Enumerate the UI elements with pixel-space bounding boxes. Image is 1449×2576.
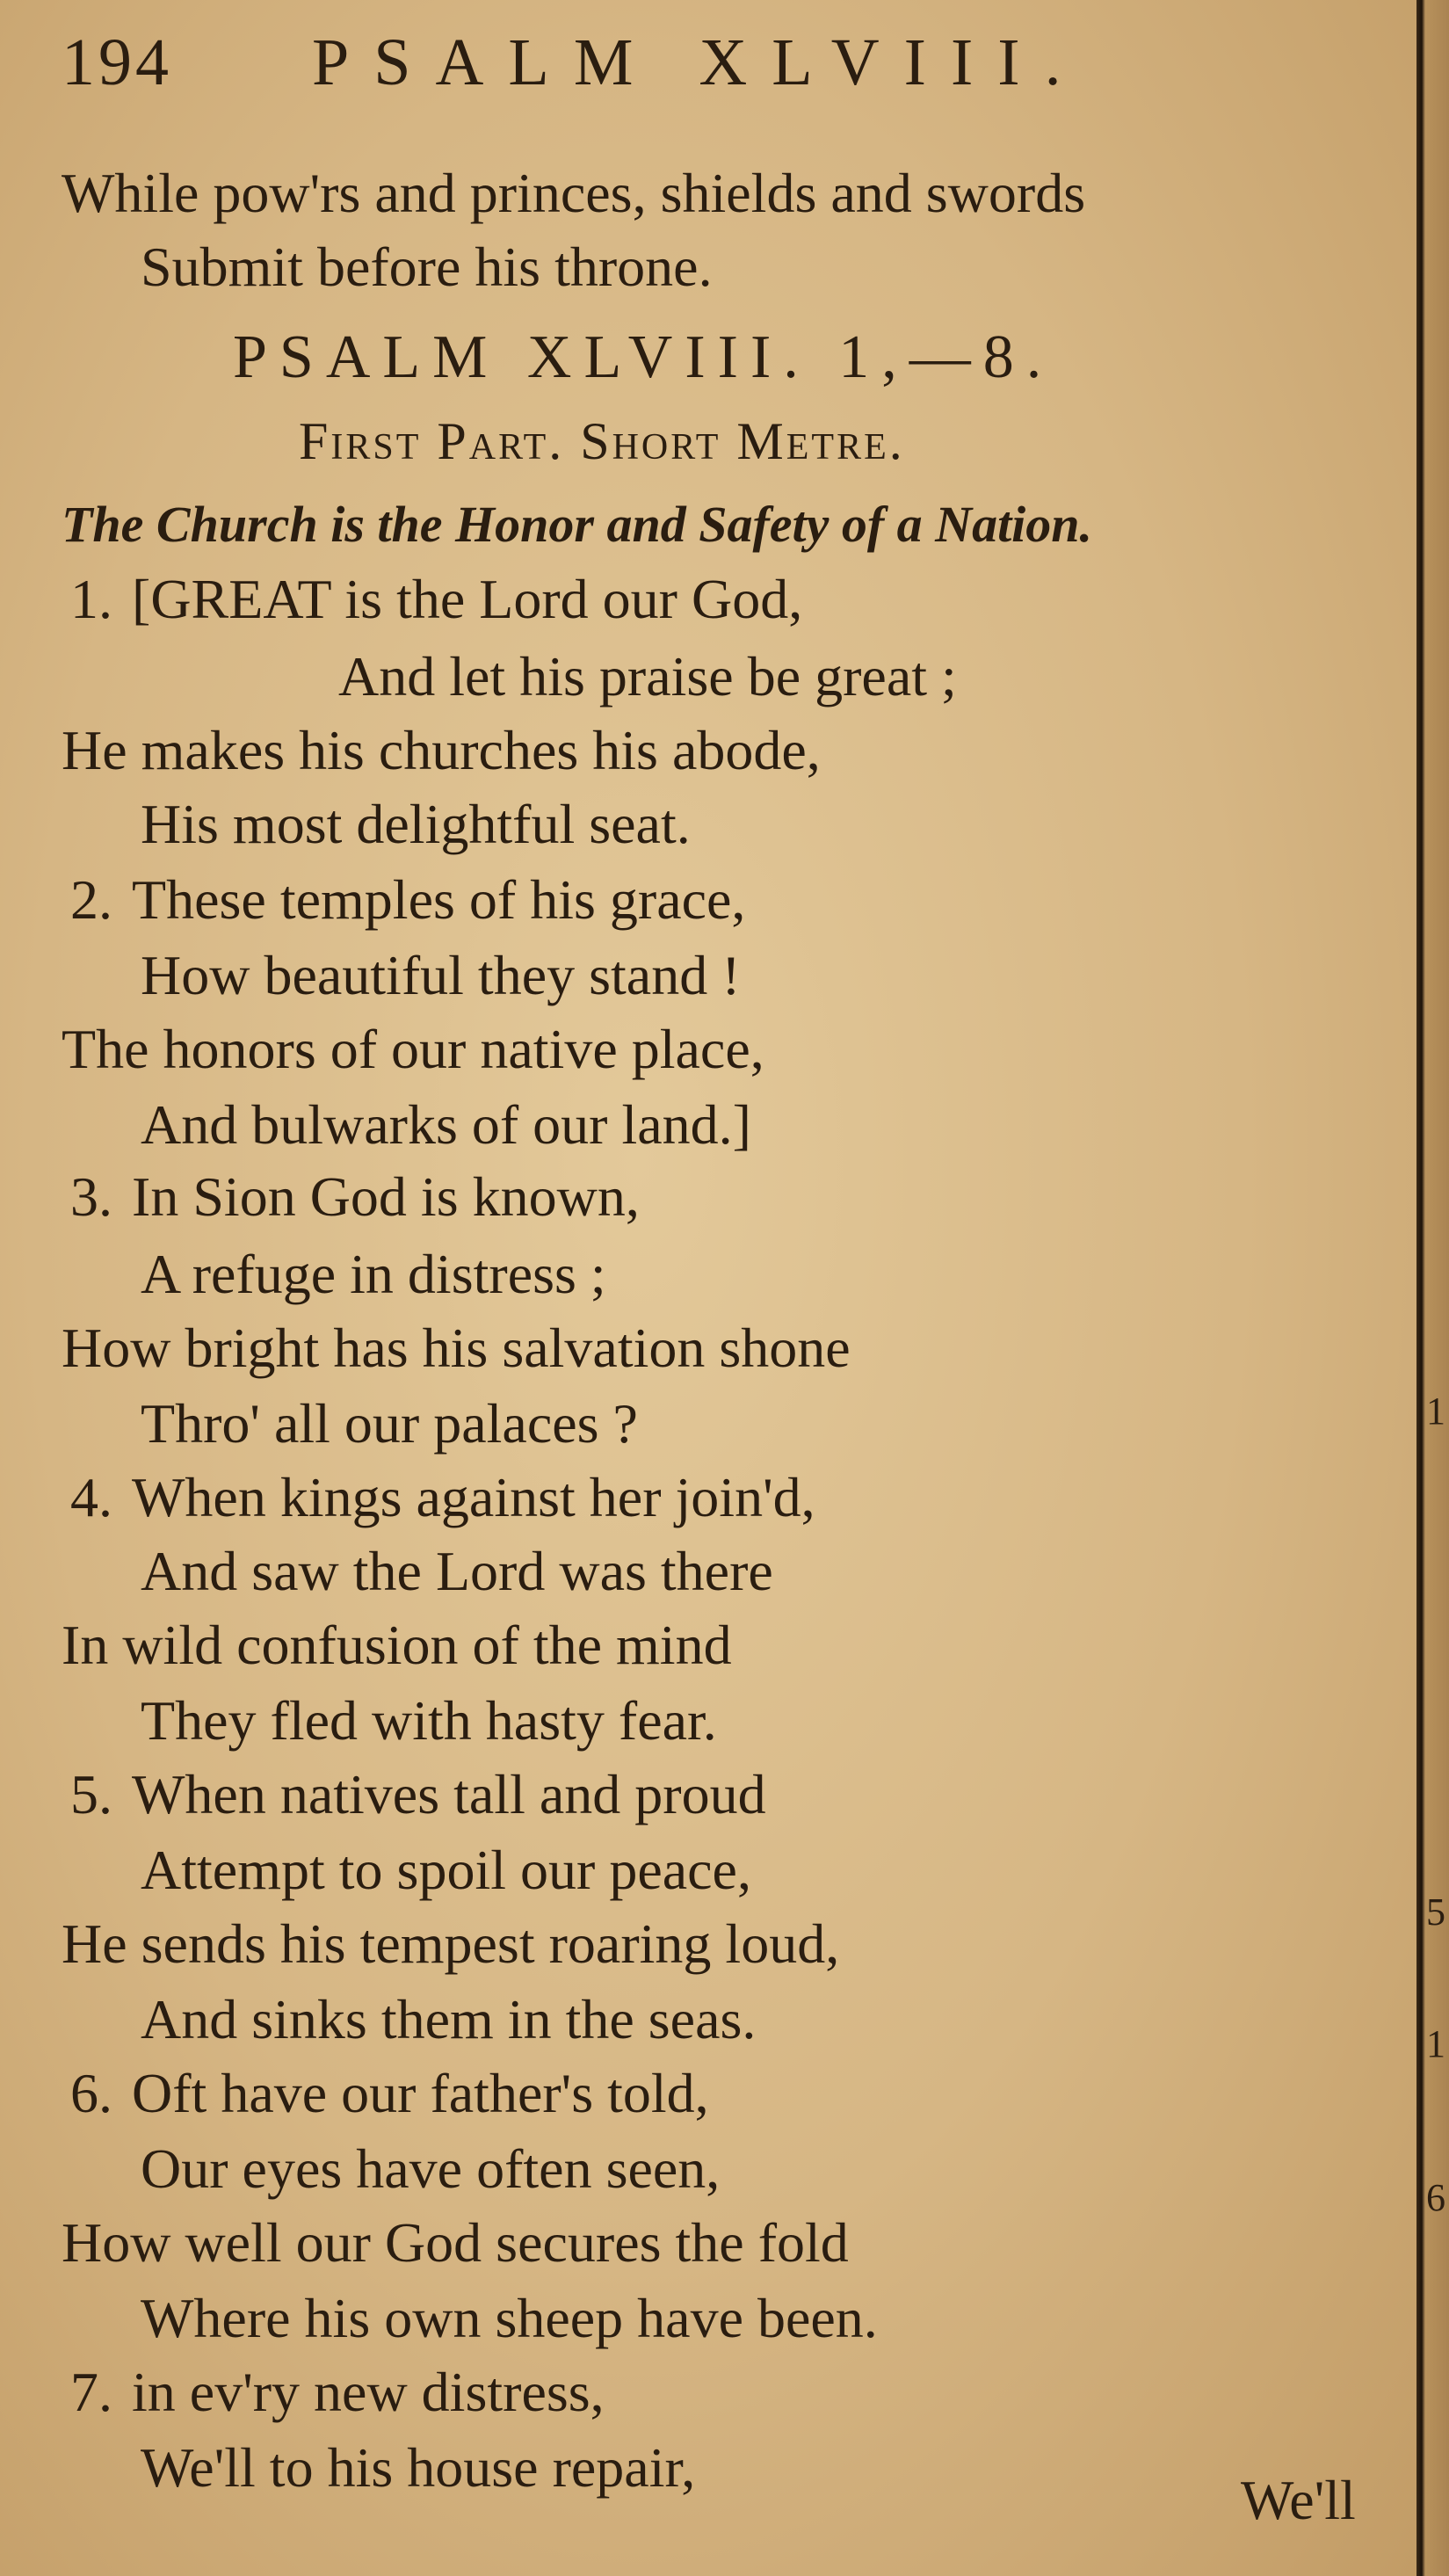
carryover-line: While pow'rs and princes, shields and swords — [62, 162, 1086, 224]
edge-mark: 6 — [1426, 2176, 1445, 2219]
part-title: First Part. Short Metre. — [299, 412, 905, 470]
verse-line: And saw the Lord was there — [141, 1540, 773, 1602]
verse-number: 5. — [70, 1763, 112, 1825]
verse-text: These temples of his grace, — [132, 868, 746, 931]
catchword: We'll — [1241, 2469, 1356, 2531]
verse-line — [70, 868, 746, 931]
verse-line: They fled with hasty fear. — [141, 1689, 717, 1752]
verse-text: [GREAT is the Lord our God, — [132, 568, 803, 630]
verse-line — [70, 1763, 766, 1825]
verse-text: When natives tall and proud — [132, 1763, 766, 1825]
verse-line: And bulwarks of our land.] — [141, 1093, 751, 1156]
verse-line — [70, 1165, 640, 1228]
verse-number: 3. — [70, 1165, 112, 1228]
verse-line: And let his praise be great ; — [338, 645, 957, 707]
verse-number: 7. — [70, 2361, 112, 2423]
edge-mark: 1 — [1426, 2022, 1445, 2065]
verse-text: When kings against her join'd, — [132, 1466, 815, 1528]
verse-line: Thro' all our palaces ? — [141, 1392, 638, 1455]
verse-line — [70, 568, 803, 630]
verse-line: Attempt to spoil our peace, — [141, 1839, 751, 1901]
psalm-title: PSALM XLVIII. 1,—8. — [233, 323, 1054, 391]
verse-line: In wild confusion of the mind — [62, 1614, 732, 1676]
verse-line: Our eyes have often seen, — [141, 2137, 721, 2200]
verse-number: 1. — [70, 568, 112, 630]
verse-line: How well our God secures the fold — [62, 2211, 849, 2274]
page-number: 194 — [62, 25, 172, 99]
verse-line: Where his own sheep have been. — [141, 2287, 878, 2349]
verse-number: 4. — [70, 1466, 112, 1528]
verse-text: Oft have our father's told, — [132, 2062, 709, 2124]
running-head: PSALM XLVIII. — [312, 25, 1086, 99]
carryover-line: Submit before his throne. — [141, 236, 713, 298]
verse-line — [70, 2361, 605, 2423]
psalm-subtitle: The Church is the Honor and Safety of a Nation. — [62, 496, 1093, 553]
verse-line: A refuge in distress ; — [141, 1243, 606, 1305]
verse-line: How beautiful they stand ! — [141, 944, 741, 1006]
edge-mark: 1 — [1426, 1390, 1445, 1433]
page-header — [62, 25, 1353, 104]
verse-line — [70, 1466, 815, 1528]
verse-line: And sinks them in the seas. — [141, 1988, 757, 2050]
verse-number: 6. — [70, 2062, 112, 2124]
verse-text: In Sion God is known, — [132, 1165, 640, 1228]
edge-mark: 5 — [1426, 1890, 1445, 1934]
verse-line: He sends his tempest roaring loud, — [62, 1912, 840, 1975]
verse-line — [70, 2062, 709, 2124]
verse-number: 2. — [70, 868, 112, 931]
verse-line: His most delightful seat. — [141, 793, 691, 855]
verse-line: The honors of our native place, — [62, 1018, 764, 1080]
verse-line: We'll to his house repair, — [141, 2436, 696, 2499]
verse-text: in ev'ry new distress, — [132, 2361, 605, 2423]
facing-page-edge — [1416, 0, 1449, 2576]
verse-line: How bright has his salvation shone — [62, 1317, 851, 1379]
verse-line: He makes his churches his abode, — [62, 719, 821, 781]
